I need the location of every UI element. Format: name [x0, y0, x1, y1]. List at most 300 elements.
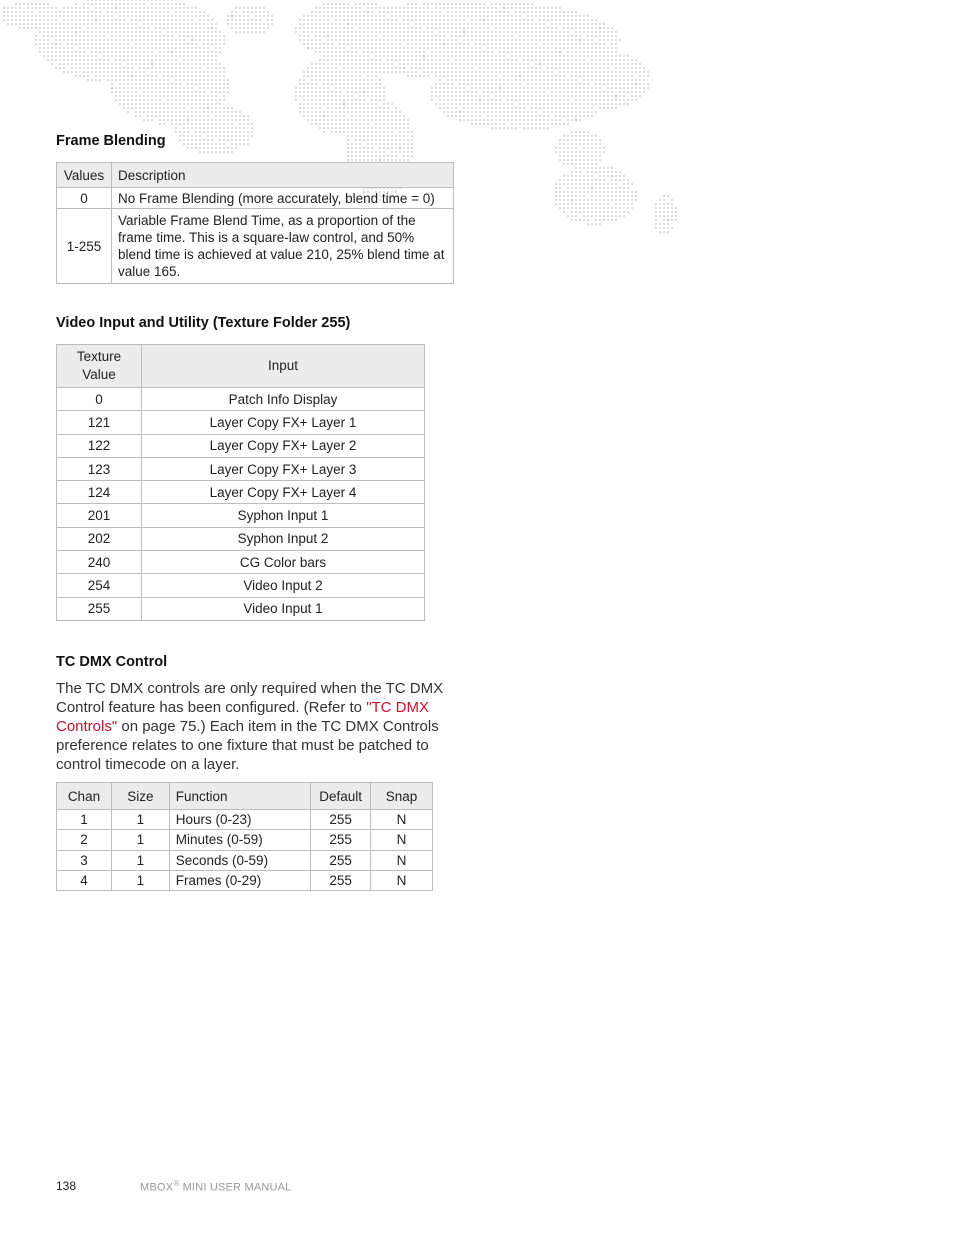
map-dot: [579, 99, 581, 101]
map-dot: [451, 27, 453, 29]
map-dot: [591, 171, 593, 173]
map-dot: [415, 51, 417, 53]
map-dot: [127, 43, 129, 45]
map-dot: [419, 43, 421, 45]
map-dot: [487, 107, 489, 109]
video-input-table-body: [57, 388, 425, 621]
map-dot: [335, 27, 337, 29]
map-dot: [363, 103, 365, 105]
map-dot: [327, 99, 329, 101]
map-dot: [235, 7, 237, 9]
map-dot: [623, 187, 625, 189]
map-dot: [571, 163, 573, 165]
map-dot: [375, 123, 377, 125]
table-row: [57, 434, 425, 457]
map-dot: [207, 119, 209, 121]
map-dot: [599, 75, 601, 77]
map-dot: [443, 15, 445, 17]
map-dot: [195, 135, 197, 137]
map-dot: [551, 27, 553, 29]
map-dot: [399, 39, 401, 41]
map-dot: [87, 75, 89, 77]
map-dot: [587, 35, 589, 37]
map-dot: [603, 67, 605, 69]
map-dot: [375, 91, 377, 93]
map-dot: [303, 111, 305, 113]
map-dot: [419, 15, 421, 17]
map-dot: [647, 71, 649, 73]
map-dot: [519, 79, 521, 81]
map-dot: [19, 15, 21, 17]
map-dot: [359, 47, 361, 49]
map-dot: [419, 27, 421, 29]
map-dot: [575, 163, 577, 165]
map-dot: [563, 67, 565, 69]
map-dot: [183, 119, 185, 121]
map-dot: [663, 203, 665, 205]
map-dot: [391, 31, 393, 33]
map-dot: [487, 63, 489, 65]
map-dot: [547, 71, 549, 73]
map-dot: [139, 31, 141, 33]
map-dot: [163, 15, 165, 17]
map-dot: [619, 199, 621, 201]
map-dot: [587, 171, 589, 173]
map-dot: [583, 43, 585, 45]
map-dot: [235, 11, 237, 13]
map-dot: [479, 103, 481, 105]
map-dot: [251, 127, 253, 129]
map-dot: [595, 187, 597, 189]
map-dot: [223, 111, 225, 113]
map-dot: [375, 43, 377, 45]
map-dot: [355, 39, 357, 41]
map-dot: [495, 47, 497, 49]
map-dot: [159, 95, 161, 97]
map-dot: [359, 59, 361, 61]
map-dot: [75, 11, 77, 13]
map-dot: [459, 19, 461, 21]
map-dot: [327, 43, 329, 45]
map-dot: [507, 31, 509, 33]
map-dot: [547, 75, 549, 77]
map-dot: [319, 103, 321, 105]
map-dot: [79, 27, 81, 29]
map-dot: [195, 99, 197, 101]
map-dot: [567, 119, 569, 121]
map-dot: [63, 15, 65, 17]
map-dot: [431, 11, 433, 13]
map-dot: [163, 103, 165, 105]
map-dot: [619, 63, 621, 65]
map-dot: [167, 27, 169, 29]
map-dot: [463, 39, 465, 41]
map-dot: [127, 31, 129, 33]
map-dot: [123, 3, 125, 5]
map-dot: [147, 43, 149, 45]
map-dot: [327, 59, 329, 61]
map-dot: [511, 115, 513, 117]
map-dot: [71, 11, 73, 13]
map-dot: [579, 75, 581, 77]
map-dot: [167, 111, 169, 113]
map-dot: [535, 23, 537, 25]
map-dot: [99, 23, 101, 25]
map-dot: [595, 47, 597, 49]
map-dot: [411, 47, 413, 49]
map-dot: [79, 23, 81, 25]
map-dot: [315, 79, 317, 81]
map-dot: [583, 19, 585, 21]
map-dot: [323, 115, 325, 117]
map-dot: [131, 83, 133, 85]
map-dot: [151, 51, 153, 53]
map-dot: [79, 55, 81, 57]
map-dot: [511, 3, 513, 5]
map-dot: [531, 103, 533, 105]
map-dot: [503, 19, 505, 21]
map-dot: [491, 115, 493, 117]
map-dot: [199, 123, 201, 125]
map-dot: [183, 131, 185, 133]
map-dot: [399, 71, 401, 73]
map-dot: [351, 27, 353, 29]
map-dot: [363, 71, 365, 73]
map-dot: [55, 11, 57, 13]
map-dot: [443, 103, 445, 105]
map-dot: [339, 115, 341, 117]
map-dot: [555, 39, 557, 41]
table-row: [57, 209, 454, 284]
map-dot: [123, 107, 125, 109]
map-dot: [507, 107, 509, 109]
map-dot: [559, 195, 561, 197]
section-title-video-input: Video Input and Utility (Texture Folder 255): [56, 315, 351, 331]
map-dot: [479, 19, 481, 21]
map-dot: [547, 35, 549, 37]
map-dot: [339, 75, 341, 77]
map-dot: [523, 23, 525, 25]
map-dot: [467, 115, 469, 117]
map-dot: [503, 127, 505, 129]
map-dot: [607, 171, 609, 173]
map-dot: [127, 39, 129, 41]
table-cell: Minutes (0-59): [169, 830, 310, 850]
map-dot: [479, 15, 481, 17]
map-dot: [463, 67, 465, 69]
map-dot: [7, 19, 9, 21]
map-dot: [515, 7, 517, 9]
map-dot: [235, 135, 237, 137]
map-dot: [211, 59, 213, 61]
map-dot: [311, 75, 313, 77]
map-dot: [403, 147, 405, 149]
map-dot: [303, 31, 305, 33]
map-dot: [167, 95, 169, 97]
map-dot: [219, 83, 221, 85]
map-dot: [399, 151, 401, 153]
map-dot: [423, 35, 425, 37]
map-dot: [375, 159, 377, 161]
map-dot: [447, 39, 449, 41]
map-dot: [215, 103, 217, 105]
map-dot: [483, 19, 485, 21]
map-dot: [371, 135, 373, 137]
map-dot: [135, 35, 137, 37]
map-dot: [395, 123, 397, 125]
map-dot: [135, 19, 137, 21]
map-dot: [543, 107, 545, 109]
map-dot: [567, 147, 569, 149]
map-dot: [571, 47, 573, 49]
map-dot: [171, 0, 173, 1]
map-dot: [375, 31, 377, 33]
table-cell: 255: [311, 830, 371, 850]
table-cell: Video Input 2: [142, 574, 425, 597]
map-dot: [195, 27, 197, 29]
map-dot: [487, 95, 489, 97]
map-dot: [619, 91, 621, 93]
map-dot: [431, 35, 433, 37]
map-dot: [615, 87, 617, 89]
map-dot: [51, 55, 53, 57]
map-dot: [367, 71, 369, 73]
map-dot: [503, 35, 505, 37]
map-dot: [615, 211, 617, 213]
map-dot: [319, 43, 321, 45]
map-dot: [323, 47, 325, 49]
map-dot: [139, 107, 141, 109]
map-dot: [595, 83, 597, 85]
map-dot: [511, 107, 513, 109]
map-dot: [391, 131, 393, 133]
map-dot: [331, 3, 333, 5]
map-dot: [463, 95, 465, 97]
map-dot: [567, 31, 569, 33]
map-dot: [487, 123, 489, 125]
map-dot: [219, 147, 221, 149]
map-dot: [135, 87, 137, 89]
map-dot: [455, 103, 457, 105]
map-dot: [575, 179, 577, 181]
map-dot: [447, 91, 449, 93]
map-dot: [531, 59, 533, 61]
map-dot: [475, 39, 477, 41]
map-dot: [563, 39, 565, 41]
map-dot: [587, 151, 589, 153]
map-dot: [123, 7, 125, 9]
map-dot: [155, 115, 157, 117]
map-dot: [171, 15, 173, 17]
map-dot: [199, 99, 201, 101]
map-dot: [523, 51, 525, 53]
map-dot: [599, 167, 601, 169]
section-title-frame-blending: Frame Blending: [56, 133, 166, 149]
map-dot: [507, 39, 509, 41]
map-dot: [583, 147, 585, 149]
map-dot: [623, 191, 625, 193]
map-dot: [87, 11, 89, 13]
map-dot: [175, 75, 177, 77]
map-dot: [131, 23, 133, 25]
map-dot: [607, 91, 609, 93]
map-dot: [167, 79, 169, 81]
map-dot: [147, 115, 149, 117]
map-dot: [607, 99, 609, 101]
map-dot: [527, 51, 529, 53]
map-dot: [523, 47, 525, 49]
map-dot: [71, 63, 73, 65]
map-dot: [475, 119, 477, 121]
map-dot: [551, 59, 553, 61]
map-dot: [155, 27, 157, 29]
map-dot: [223, 91, 225, 93]
map-dot: [459, 23, 461, 25]
map-dot: [619, 103, 621, 105]
map-dot: [567, 187, 569, 189]
map-dot: [51, 59, 53, 61]
map-dot: [171, 111, 173, 113]
map-dot: [571, 15, 573, 17]
map-dot: [523, 99, 525, 101]
map-dot: [139, 7, 141, 9]
map-dot: [527, 95, 529, 97]
map-dot: [519, 103, 521, 105]
map-dot: [499, 87, 501, 89]
map-dot: [547, 107, 549, 109]
map-dot: [603, 51, 605, 53]
map-dot: [371, 23, 373, 25]
map-dot: [463, 35, 465, 37]
map-dot: [607, 199, 609, 201]
map-dot: [371, 43, 373, 45]
map-dot: [215, 99, 217, 101]
map-dot: [219, 63, 221, 65]
map-dot: [363, 59, 365, 61]
map-dot: [439, 87, 441, 89]
map-dot: [127, 55, 129, 57]
map-dot: [387, 67, 389, 69]
manual-name: MBOX: [140, 1181, 174, 1194]
map-dot: [431, 91, 433, 93]
map-dot: [659, 231, 661, 233]
map-dot: [619, 39, 621, 41]
map-dot: [419, 7, 421, 9]
map-dot: [587, 163, 589, 165]
map-dot: [387, 27, 389, 29]
map-dot: [523, 123, 525, 125]
map-dot: [119, 35, 121, 37]
map-dot: [219, 115, 221, 117]
map-dot: [319, 39, 321, 41]
map-dot: [343, 87, 345, 89]
map-dot: [515, 127, 517, 129]
map-dot: [427, 27, 429, 29]
map-dot: [211, 43, 213, 45]
map-dot: [303, 87, 305, 89]
map-dot: [379, 155, 381, 157]
map-dot: [383, 51, 385, 53]
map-dot: [523, 71, 525, 73]
map-dot: [475, 103, 477, 105]
map-dot: [351, 11, 353, 13]
map-dot: [59, 31, 61, 33]
map-dot: [491, 19, 493, 21]
tc-dmx-controls-link[interactable]: "TC DMX Controls": [56, 699, 430, 735]
map-dot: [319, 51, 321, 53]
map-dot: [627, 103, 629, 105]
map-dot: [591, 87, 593, 89]
map-dot: [419, 11, 421, 13]
map-dot: [179, 43, 181, 45]
map-dot: [387, 39, 389, 41]
map-dot: [419, 51, 421, 53]
map-dot: [327, 11, 329, 13]
map-dot: [199, 15, 201, 17]
map-dot: [367, 135, 369, 137]
map-dot: [187, 75, 189, 77]
map-dot: [475, 83, 477, 85]
map-dot: [27, 3, 29, 5]
map-dot: [667, 195, 669, 197]
map-dot: [95, 27, 97, 29]
map-dot: [591, 19, 593, 21]
map-dot: [243, 127, 245, 129]
map-dot: [371, 3, 373, 5]
map-dot: [311, 119, 313, 121]
map-dot: [255, 7, 257, 9]
map-dot: [247, 143, 249, 145]
map-dot: [447, 11, 449, 13]
map-dot: [143, 79, 145, 81]
map-dot: [147, 55, 149, 57]
map-dot: [483, 123, 485, 125]
map-dot: [587, 187, 589, 189]
map-dot: [559, 203, 561, 205]
map-dot: [119, 3, 121, 5]
map-dot: [595, 203, 597, 205]
map-dot: [459, 59, 461, 61]
map-dot: [363, 151, 365, 153]
map-dot: [335, 15, 337, 17]
map-dot: [123, 43, 125, 45]
map-dot: [455, 39, 457, 41]
map-dot: [587, 135, 589, 137]
map-dot: [3, 19, 5, 21]
map-dot: [131, 99, 133, 101]
map-dot: [503, 91, 505, 93]
map-dot: [595, 79, 597, 81]
map-dot: [563, 207, 565, 209]
map-dot: [331, 7, 333, 9]
map-dot: [627, 203, 629, 205]
map-dot: [623, 179, 625, 181]
map-dot: [195, 111, 197, 113]
map-dot: [199, 131, 201, 133]
map-dot: [383, 91, 385, 93]
map-dot: [347, 11, 349, 13]
map-dot: [187, 95, 189, 97]
map-dot: [115, 63, 117, 65]
map-dot: [39, 19, 41, 21]
map-dot: [27, 27, 29, 29]
map-dot: [563, 123, 565, 125]
map-dot: [399, 143, 401, 145]
map-dot: [111, 51, 113, 53]
map-dot: [87, 15, 89, 17]
map-dot: [531, 83, 533, 85]
map-dot: [483, 91, 485, 93]
